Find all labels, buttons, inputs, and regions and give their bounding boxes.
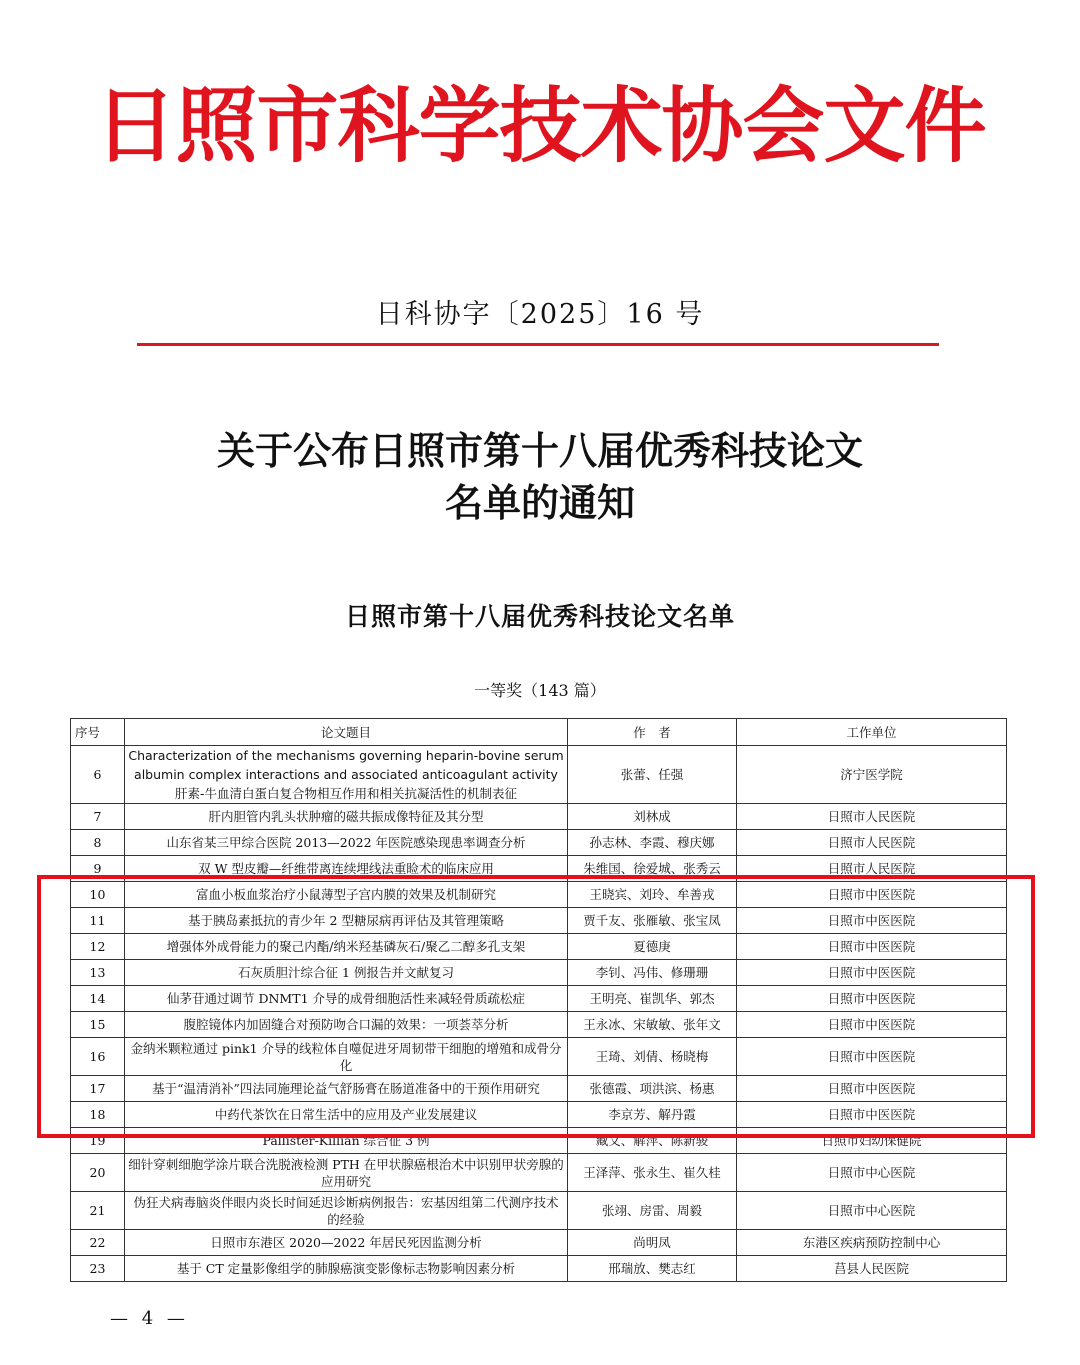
cell-authors: 张蕾、任强 — [568, 746, 737, 804]
cell-unit: 日照市人民医院 — [737, 804, 1007, 830]
cell-unit: 日照市中心医院 — [737, 1192, 1007, 1230]
col-header-authors: 作 者 — [568, 719, 737, 746]
cell-title: 石灰质胆汁综合征 1 例报告并文献复习 — [125, 960, 568, 986]
cell-unit: 日照市中医医院 — [737, 1012, 1007, 1038]
cell-authors: 邢瑞放、樊志红 — [568, 1256, 737, 1282]
cell-title: 腹腔镜体内加固缝合对预防吻合口漏的效果：一项荟萃分析 — [125, 1012, 568, 1038]
cell-title: 金纳米颗粒通过 pink1 介导的线粒体自噬促进牙周韧带干细胞的增殖和成骨分化 — [125, 1038, 568, 1076]
cell-title: 中药代茶饮在日常生活中的应用及产业发展建议 — [125, 1102, 568, 1128]
cell-unit: 日照市中医医院 — [737, 908, 1007, 934]
cell-authors: 贾千友、张雁敏、张宝凤 — [568, 908, 737, 934]
cell-unit: 日照市中医医院 — [737, 934, 1007, 960]
cell-unit: 日照市中医医院 — [737, 1038, 1007, 1076]
award-level: 一等奖（143 篇） — [474, 681, 606, 700]
cell-no: 10 — [71, 882, 125, 908]
cell-title: 伪狂犬病毒脑炎伴眼内炎长时间延迟诊断病例报告：宏基因组第二代测序技术的经验 — [125, 1192, 568, 1230]
cell-title: 富血小板血浆治疗小鼠薄型子宫内膜的效果及机制研究 — [125, 882, 568, 908]
cell-no: 21 — [71, 1192, 125, 1230]
cell-title: 基于 CT 定量影像组学的肺腺癌演变影像标志物影响因素分析 — [125, 1256, 568, 1282]
notice-title — [0, 425, 1080, 529]
red-divider-line — [137, 343, 939, 346]
cell-authors: 李京芳、解丹霞 — [568, 1102, 737, 1128]
cell-no: 9 — [71, 856, 125, 882]
table-row — [71, 1192, 1007, 1230]
highlight-box — [37, 875, 1035, 1138]
cell-title: 日照市东港区 2020—2022 年居民死因监测分析 — [125, 1230, 568, 1256]
col-header-title: 论文题目 — [125, 719, 568, 746]
cell-no: 13 — [71, 960, 125, 986]
list-title: 日照市第十八届优秀科技论文名单 — [344, 602, 735, 631]
cell-no: 16 — [71, 1038, 125, 1076]
cell-title: 增强体外成骨能力的聚己内酯/纳米羟基磷灰石/聚乙二醇多孔支架 — [125, 934, 568, 960]
cell-authors: 朱维国、徐爱城、张秀云 — [568, 856, 737, 882]
cell-title: 山东省某三甲综合医院 2013—2022 年医院感染现患率调查分析 — [125, 830, 568, 856]
notice-title-line-1: 关于公布日照市第十八届优秀科技论文 — [216, 428, 863, 473]
cell-no: 23 — [71, 1256, 125, 1282]
table-header-row — [71, 719, 1007, 746]
cell-authors: 夏德庚 — [568, 934, 737, 960]
table-row — [71, 746, 1007, 804]
cell-unit: 日照市中心医院 — [737, 1154, 1007, 1192]
table-row — [71, 804, 1007, 830]
table-row — [71, 1230, 1007, 1256]
cell-authors: 李钊、冯伟、修珊珊 — [568, 960, 737, 986]
cell-unit: 日照市中医医院 — [737, 986, 1007, 1012]
cell-no: 15 — [71, 1012, 125, 1038]
cell-unit: 日照市人民医院 — [737, 830, 1007, 856]
cell-title: 双 W 型皮瓣—纤维带离连续埋线法重睑术的临床应用 — [125, 856, 568, 882]
col-header-unit: 工作单位 — [737, 719, 1007, 746]
cell-authors: 王晓宾、刘玲、牟善戎 — [568, 882, 737, 908]
cell-authors: 臧文、解萍、陈新骏 — [568, 1128, 737, 1154]
cell-no: 17 — [71, 1076, 125, 1102]
masthead-title: 日照市科学技术协会文件 — [94, 79, 986, 174]
cell-authors: 王永冰、宋敏敏、张年文 — [568, 1012, 737, 1038]
cell-authors: 张德霞、项洪滨、杨惠 — [568, 1076, 737, 1102]
cell-no: 19 — [71, 1128, 125, 1154]
table-row — [71, 1154, 1007, 1192]
cell-no: 8 — [71, 830, 125, 856]
cell-unit: 济宁医学院 — [737, 746, 1007, 804]
cell-unit: 东港区疾病预防控制中心 — [737, 1230, 1007, 1256]
cell-no: 12 — [71, 934, 125, 960]
cell-title: 仙茅苷通过调节 DNMT1 介导的成骨细胞活性来减轻骨质疏松症 — [125, 986, 568, 1012]
cell-authors: 王琦、刘倩、杨晓梅 — [568, 1038, 737, 1076]
cell-unit: 莒县人民医院 — [737, 1256, 1007, 1282]
cell-authors: 王泽萍、张永生、崔久桂 — [568, 1154, 737, 1192]
cell-authors: 张翊、房雷、周毅 — [568, 1192, 737, 1230]
cell-unit: 日照市中医医院 — [737, 1102, 1007, 1128]
cell-authors: 尚明凤 — [568, 1230, 737, 1256]
cell-title: 肝内胆管内乳头状肿瘤的磁共振成像特征及其分型 — [125, 804, 568, 830]
col-header-no: 序号 — [71, 719, 125, 746]
cell-title: 基于胰岛素抵抗的青少年 2 型糖尿病再评估及其管理策略 — [125, 908, 568, 934]
cell-unit: 日照市中医医院 — [737, 882, 1007, 908]
cell-unit: 日照市人民医院 — [737, 856, 1007, 882]
cell-no: 18 — [71, 1102, 125, 1128]
cell-no: 7 — [71, 804, 125, 830]
cell-unit: 日照市中医医院 — [737, 1076, 1007, 1102]
table-row — [71, 1256, 1007, 1282]
cell-no: 11 — [71, 908, 125, 934]
cell-unit: 日照市中医医院 — [737, 960, 1007, 986]
cell-no: 6 — [71, 746, 125, 804]
table-row — [71, 830, 1007, 856]
cell-no: 22 — [71, 1230, 125, 1256]
cell-authors: 王明亮、崔凯华、郭杰 — [568, 986, 737, 1012]
cell-title: Pallister-Killian 综合征 3 例 — [125, 1128, 568, 1154]
cell-title: 基于“温清消补”四法同施理论益气舒肠膏在肠道准备中的干预作用研究 — [125, 1076, 568, 1102]
cell-no: 14 — [71, 986, 125, 1012]
cell-title: 细针穿刺细胞学涂片联合洗脱液检测 PTH 在甲状腺癌根治术中识别甲状旁腺的应用研究 — [125, 1154, 568, 1192]
cell-title: Characterization of the mechanisms governing heparin-bovine serum albumin complex interactions and associated anticoagulant activity 肝素-牛血清白蛋白复合物相互作用和相关抗凝活性的机制表征 — [125, 746, 568, 804]
cell-authors: 孙志林、李霞、穆庆娜 — [568, 830, 737, 856]
document-number: 日科协字〔2025〕16 号 — [375, 299, 705, 330]
page-number: — 4 — — [110, 1308, 189, 1329]
cell-authors: 刘林成 — [568, 804, 737, 830]
cell-unit: 日照市妇幼保健院 — [737, 1128, 1007, 1154]
notice-title-line-2: 名单的通知 — [444, 480, 635, 525]
cell-no: 20 — [71, 1154, 125, 1192]
